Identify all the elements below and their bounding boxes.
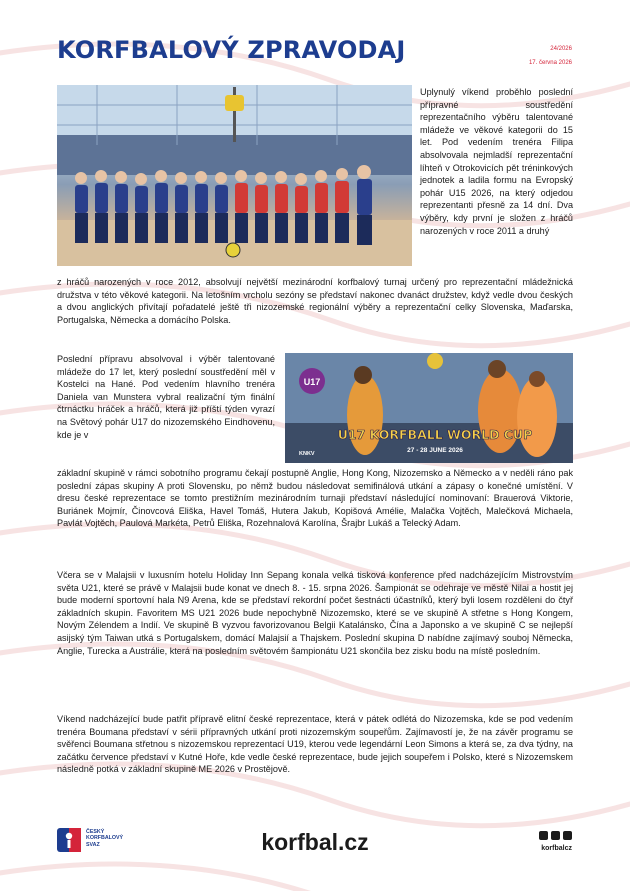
paragraph-3-text: Včera se v Malajsii v luxusním hotelu Holiday Inn Sepang konala velká tisková konference před nadcházejícím Mistrovstvím světa U21, které se právě v Malajsii bude konat ve dnech 8. - 15. srpna 2026. Šampionát se odehraje ve městě Nilai a hostit jej bude moderní sportovní hala N9 Arena, kde se představí rekordní počet šestnácti účastníků, který byli losem rozděleni do čtyř základních skupin. Favoritem MS U21 2026 bude nepochybně Nizozemsko, které se ve skupině A střetne s Hong Kongem, Novým Zélendem a Indií. Ve skupině B vyzvou favorizovanou Belgii Katalánsko, Čína a Japonsko a ve skupině C se nejlepší asijský tým Taiwan utká s Portugalskem, domácí Malajsií a Thajskem. Poslední skupina D nabídne zajímavý souboj Německa, Anglie, Turecka a Austrálie, která na posledním světovém šampionátu U21 skončila bez zisku bodu na místě posledním.: [57, 570, 573, 656]
u17-badge: U17: [303, 377, 321, 387]
instagram-icon[interactable]: [551, 831, 560, 840]
article-paragraph-4: [57, 713, 573, 776]
article-paragraph-1-intro: [420, 86, 573, 237]
paragraph-2-rest-text: základní skupině v rámci sobotního programu čekají postupně Anglie, Hong Kong, Nizozemsko a Německo a v neděli ráno pak poslední zápas skupiny A proti Slovensku, po němž budou následovat semifinálová utkání a zápasy o konečné umístění. V dresu české reprezentace se tomto prestižním mezinárodním turnaji představí následující nominovaní: Brauerová Viktorie, Buriánek Mojmír, Činovcová Eliška, Havel Tomáš, Hutera Jakub, Kopišová Amélie, Malačka Vojtěch, Malečková Michaela, Pavlát Vojtěch, Paulová Markéta, Petrů Eliška, Rozehnalová Karolína, Šrajbr Lukáš a Telecký Adam.: [57, 468, 573, 529]
issue-date: 17. června 2026: [528, 60, 572, 66]
article-paragraph-1-rest: [57, 276, 573, 326]
article-paragraph-2-rest: [57, 467, 573, 530]
website-link[interactable]: korfbal.cz: [261, 829, 369, 855]
paragraph-1-rest-text: z hráčů narozených v roce 2012, absolvují největší mezinárodní korfbalový turnaj určený pro reprezentační mládežnická družstva v této věkové kategorii. Na letošním vrcholu sezóny se představí nakonec dvanáct družstev, když vedle dvou českých a dvou anglických přivítají pořadatelé ještě tři nizozemské regionální výběry a reprezentační celky Slovenska, Maďarska, Portugalska, Německa a domácího Polska.: [57, 277, 573, 325]
federation-name-line-1: ČESKÝ: [86, 829, 105, 835]
federation-name-line-2: KORFBALOVÝ: [86, 835, 124, 842]
paragraph-4-text: Víkend nadcházející bude patřit přípravě elitní české reprezentace, která v pátek odlétá do Nizozemska, kde se pod vedením trenéra Boumana představí v sérii přípravných utkání proti nizozemským soupeřům. Zajímavostí je, že na závěr programu se svěřenci Boumana střetnou s nizozemskou reprezentací U19, kterou vede legendární Leon Simons a která se, za dva týdny, na začátku července představí v Kutné Hoře, kde vedle české reprezentace, bude jejich soupeřem i Polsko, které s Nizozemskem následně potká v základní skupině ME 2026 v Prostějově.: [57, 714, 573, 775]
facebook-icon[interactable]: [563, 831, 572, 840]
youtube-icon[interactable]: [539, 831, 548, 840]
knkv-logo: KNKV: [299, 451, 315, 457]
team-photo: [57, 85, 412, 266]
federation-name-line-3: SVAZ: [86, 841, 100, 848]
issue-info: [529, 42, 572, 70]
u17-world-cup-photo: [285, 353, 573, 463]
article-paragraph-3: [57, 569, 573, 657]
social-icons: [539, 831, 572, 840]
world-cup-headline: U17 KORFBALL WORLD CUP: [337, 427, 533, 442]
paragraph-2-intro-text: Poslední přípravu absolvoval i výběr talentované mládeže do 17 let, který poslední soustředění měl v Kostelci na Hané. Pod vedením hlavního trenéra Daniela van Munstera vybral realizační tým finální čtrnáctku hráček a hráčů, která již příští týden vyrazí na Světový pohár U17 do nizozemského Eindhovenu, kde je v: [57, 354, 275, 440]
paragraph-1-intro-text: Uplynulý víkend proběhlo poslední přípravné soustředění reprezentačního výběru talentované mládeže ve věkové kategorii do 15 let. Pod vedením trenéra Filipa absolvovala nejmladší reprezentační líhteň v Otrokovicích pět tréninkových jednotek a ladila formu na Evropský pohár U15 2026, na který odjedou reprezentanti přesně za 14 dní. Dva výběry, kdy první je složen z hráčů narozených v roce 2011 a druhý: [420, 87, 573, 236]
newsletter-title: KORFBALOVÝ ZPRAVODAJ: [57, 36, 406, 64]
article-paragraph-2-intro: [57, 353, 275, 441]
world-cup-dates: 27 - 28 JUNE 2026: [407, 447, 463, 454]
issue-number: 24/2026: [550, 46, 572, 52]
social-handle: korfbalcz: [541, 845, 572, 852]
